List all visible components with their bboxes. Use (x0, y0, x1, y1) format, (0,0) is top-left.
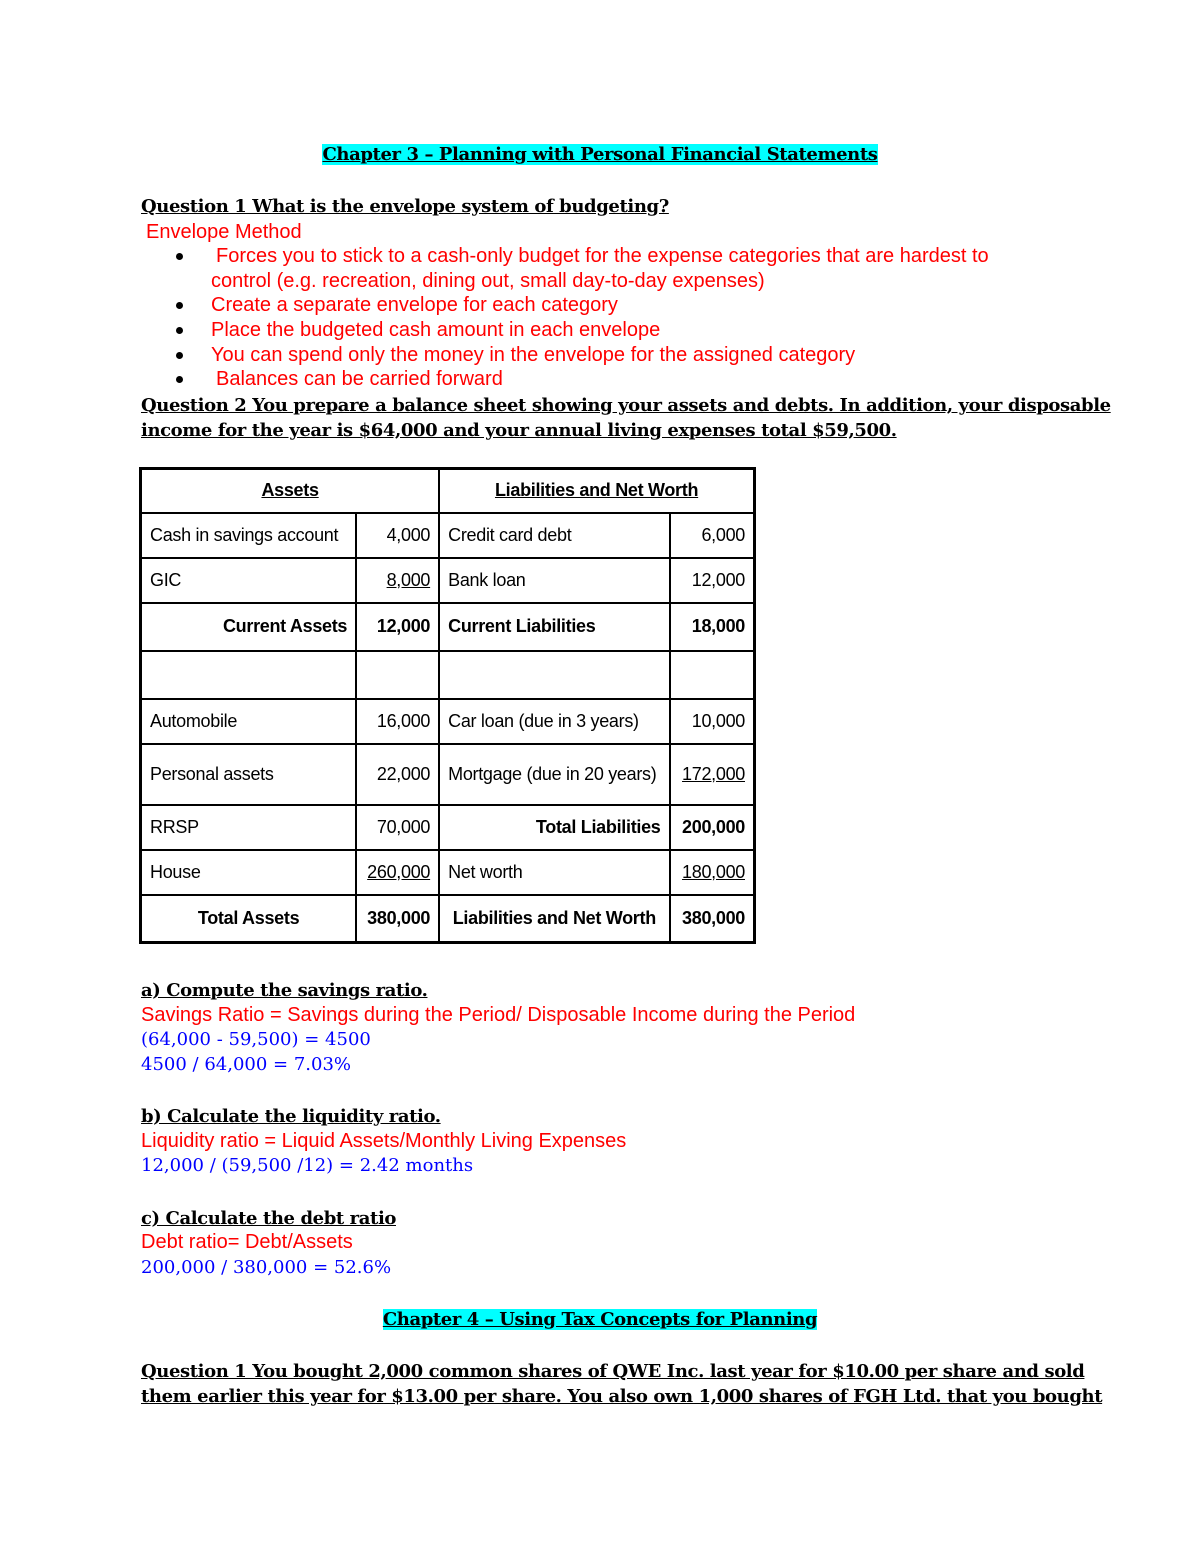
ch4-q1-line2: them earlier this year for $13.00 per share. You also own 1,000 shares of FGH Ltd. that you bought (141, 1386, 1103, 1407)
part-b-question: b) Calculate the liquidity ratio. (141, 1106, 441, 1127)
asset-label: Total Assets (141, 895, 357, 943)
liability-label: Total Liabilities (439, 805, 669, 850)
q1-bullet-1: Forces you to stick to a cash-only budget for the expense categories that are hardest to (216, 245, 989, 267)
q1-question: Question 1 What is the envelope system of budgeting? (141, 196, 669, 217)
q1-bullet-3: Place the budgeted cash amount in each envelope (211, 319, 661, 341)
liability-value: 10,000 (670, 699, 755, 744)
asset-label: Personal assets (141, 744, 357, 805)
liability-label: Mortgage (due in 20 years) (439, 744, 669, 805)
table-row-empty (141, 651, 755, 699)
asset-label: GIC (141, 558, 357, 603)
liability-value: 380,000 (670, 895, 755, 943)
liability-label: Current Liabilities (439, 603, 669, 651)
bullet-icon (176, 376, 183, 383)
asset-value: 22,000 (356, 744, 439, 805)
asset-value: 16,000 (356, 699, 439, 744)
asset-label: House (141, 850, 357, 895)
table-row-total (141, 895, 755, 943)
asset-value-cell (356, 558, 439, 603)
chapter3-title: Chapter 3 – Planning with Personal Financial Statements (322, 144, 878, 165)
liability-value-cell (670, 850, 755, 895)
empty-cell (356, 651, 439, 699)
ch4-q1-line1: Question 1 You bought 2,000 common shares of QWE Inc. last year for $10.00 per share and sold (141, 1361, 1085, 1382)
table-row (141, 744, 755, 805)
part-c-question: c) Calculate the debt ratio (141, 1208, 396, 1229)
part-a-question: a) Compute the savings ratio. (141, 980, 428, 1001)
part-b-calc-1: 12,000 / (59,500 /12) = 2.42 months (141, 1155, 474, 1176)
chapter4-title-line (0, 1308, 1200, 1333)
liability-value: 18,000 (670, 603, 755, 651)
liability-value: 6,000 (670, 513, 755, 558)
part-c-calc-1: 200,000 / 380,000 = 52.6% (141, 1257, 392, 1278)
q1-bullet-5: Balances can be carried forward (216, 368, 503, 390)
asset-value-cell (356, 850, 439, 895)
table-row (141, 513, 755, 558)
bullet-icon (176, 327, 183, 334)
table-row (141, 558, 755, 603)
asset-value: 12,000 (356, 603, 439, 651)
empty-cell (670, 651, 755, 699)
liability-label: Car loan (due in 3 years) (439, 699, 669, 744)
table-row (141, 850, 755, 895)
liability-value: 200,000 (670, 805, 755, 850)
part-a-calc-2: 4500 / 64,000 = 7.03% (141, 1054, 352, 1075)
part-c-formula: Debt ratio= Debt/Assets (141, 1231, 353, 1253)
liability-label: Bank loan (439, 558, 669, 603)
empty-cell (439, 651, 669, 699)
asset-value: 4,000 (356, 513, 439, 558)
table-row (141, 805, 755, 850)
asset-label: Cash in savings account (141, 513, 357, 558)
liability-value: 172,000 (682, 763, 745, 784)
asset-value: 70,000 (356, 805, 439, 850)
balance-sheet-table (139, 467, 756, 944)
q1-bullet-1-cont: control (e.g. recreation, dining out, small day-to-day expenses) (211, 270, 765, 292)
chapter3-title-line (0, 143, 1200, 168)
asset-label: Current Assets (141, 603, 357, 651)
part-a-calc-1: (64,000 - 59,500) = 4500 (141, 1029, 371, 1050)
q1-heading: Envelope Method (146, 221, 302, 243)
liability-value: 12,000 (670, 558, 755, 603)
liabilities-header: Liabilities and Net Worth (439, 469, 754, 513)
asset-value: 8,000 (386, 569, 431, 590)
liability-label: Credit card debt (439, 513, 669, 558)
table-row-subtotal (141, 603, 755, 651)
asset-value: 260,000 (367, 861, 431, 882)
liability-label: Liabilities and Net Worth (439, 895, 669, 943)
empty-cell (141, 651, 357, 699)
table-header-row (141, 469, 755, 513)
q1-bullet-4: You can spend only the money in the envelope for the assigned category (211, 344, 856, 366)
bullet-icon (176, 302, 183, 309)
bullet-icon (176, 253, 183, 260)
asset-label: RRSP (141, 805, 357, 850)
q2-question-line1: Question 2 You prepare a balance sheet showing your assets and debts. In addition, your disposable (141, 395, 1111, 416)
liability-label: Net worth (439, 850, 669, 895)
liability-value: 180,000 (682, 861, 745, 882)
q2-question-line2: income for the year is $64,000 and your annual living expenses total $59,500. (141, 420, 897, 441)
q1-bullet-2: Create a separate envelope for each category (211, 294, 618, 316)
liability-value-cell (670, 744, 755, 805)
chapter4-title: Chapter 4 – Using Tax Concepts for Planning (382, 1309, 818, 1330)
bullet-icon (176, 352, 183, 359)
asset-label: Automobile (141, 699, 357, 744)
part-a-formula: Savings Ratio = Savings during the Period/ Disposable Income during the Period (141, 1004, 856, 1026)
asset-value: 380,000 (356, 895, 439, 943)
assets-header: Assets (141, 469, 440, 513)
table-row (141, 699, 755, 744)
part-b-formula: Liquidity ratio = Liquid Assets/Monthly Living Expenses (141, 1130, 627, 1152)
